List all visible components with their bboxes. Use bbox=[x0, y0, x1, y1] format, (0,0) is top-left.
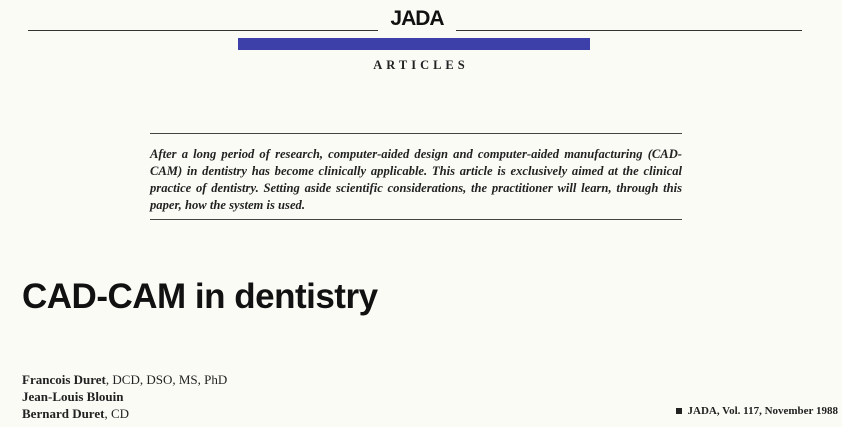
author-item bbox=[22, 388, 227, 405]
square-bullet-icon bbox=[676, 408, 682, 414]
abstract-text: After a long period of research, computer-aided design and computer-aided manufacturing (CAD-CAM) in dentistry has become clinically applicable. This article is exclusively aimed at the clinical practice of dentistry. Setting aside scientific considerations, the practitioner will learn, through this paper, how the system is used. bbox=[150, 147, 682, 212]
author-item bbox=[22, 405, 227, 422]
citation-text: JADA, Vol. 117, November 1988 bbox=[687, 405, 838, 417]
section-label: ARTICLES bbox=[373, 58, 469, 72]
article-title: CAD-CAM in dentistry bbox=[22, 277, 378, 316]
accent-bar bbox=[238, 38, 590, 50]
author-name: Bernard Duret bbox=[22, 406, 105, 421]
abstract-rule-bottom bbox=[150, 219, 682, 220]
author-name: Francois Duret bbox=[22, 372, 106, 387]
author-list bbox=[22, 371, 227, 422]
author-name: Jean-Louis Blouin bbox=[22, 389, 124, 404]
author-credentials: , CD bbox=[104, 406, 130, 421]
journal-citation bbox=[676, 405, 838, 417]
author-item bbox=[22, 371, 227, 388]
abstract-rule-top bbox=[150, 133, 682, 134]
journal-logo: JADA bbox=[378, 7, 456, 31]
author-credentials: , DCD, DSO, MS, PhD bbox=[105, 372, 228, 387]
